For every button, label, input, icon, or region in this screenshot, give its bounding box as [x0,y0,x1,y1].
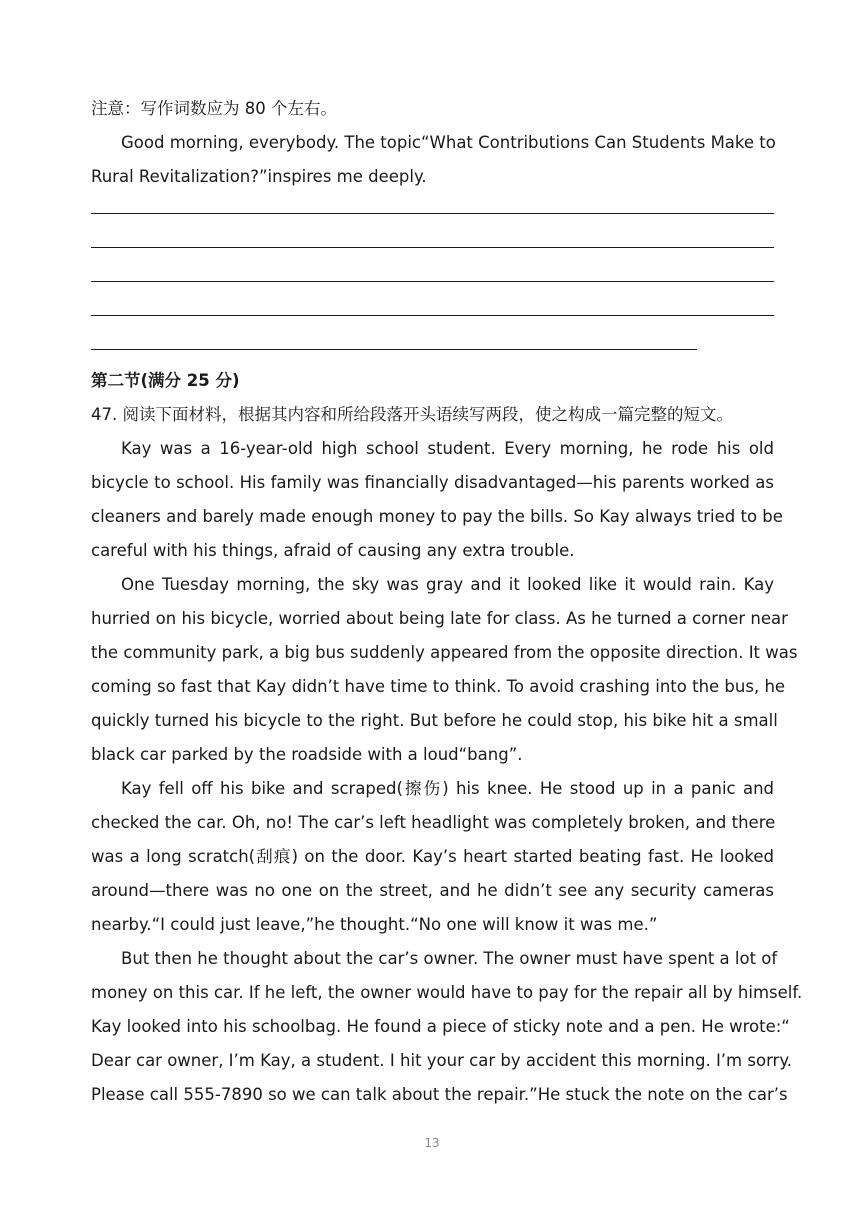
writing-line [91,228,774,262]
story-paragraph-3 [91,772,774,942]
question-47: 47. 阅读下面材料，根据其内容和所给段落开头语续写两段，使之构成一篇完整的短文。 [91,405,733,424]
intro-line-2: Rural Revitalization?”inspires me deeply. [91,167,427,186]
text-line: around—there was no one on the street, and he didn’t see any security cameras [91,881,774,900]
section-title: 第二节(满分 25 分) [91,371,240,390]
text-line: Kay looked into his schoolbag. He found a piece of sticky note and a pen. He wrote:“ [91,1017,790,1036]
text-line: was a long scratch(刮痕) on the door. Kay’s heart started beating fast. He looked [91,847,774,866]
text-line: Kay was a 16-year-old high school student. Every morning, he rode his old [121,439,774,458]
text-line: nearby.“I could just leave,”he thought.“No one will know it was me.” [91,915,658,934]
text-line: Please call 555-7890 so we can talk about the repair.”He stuck the note on the car’s [91,1085,788,1104]
page-content [91,92,803,1112]
text-line: money on this car. If he left, the owner would have to pay for the repair all by himself. [91,983,803,1002]
story-paragraph-1 [91,432,783,568]
writing-line [91,296,774,330]
text-line: But then he thought about the car’s owner. The owner must have spent a lot of [121,949,778,968]
writing-line [91,330,774,364]
text-line: black car parked by the roadside with a loud“bang”. [91,745,523,764]
story-paragraph-4 [91,942,803,1112]
writing-line [91,262,774,296]
word-count-note: 注意：写作词数应为 80 个左右。 [91,99,337,118]
text-line: One Tuesday morning, the sky was gray and it looked like it would rain. Kay [121,575,774,594]
page-number: 13 [424,1136,440,1150]
text-line: Kay fell off his bike and scraped(擦伤) his knee. He stood up in a panic and [121,779,774,798]
text-line: Dear car owner, I’m Kay, a student. I hit your car by accident this morning. I’m sorry. [91,1051,793,1070]
story-paragraph-2 [91,568,798,772]
intro-line-1: Good morning, everybody. The topic“What Contributions Can Students Make to [121,133,776,152]
text-line: bicycle to school. His family was financially disadvantaged—his parents worked as [91,473,774,492]
writing-line [91,194,774,228]
text-line: hurried on his bicycle, worried about being late for class. As he turned a corner near [91,609,788,628]
text-line: cleaners and barely made enough money to pay the bills. So Kay always tried to be [91,507,783,526]
text-line: the community park, a big bus suddenly appeared from the opposite direction. It was [91,643,798,662]
text-line: checked the car. Oh, no! The car’s left headlight was completely broken, and there [91,813,776,832]
text-line: coming so fast that Kay didn’t have time to think. To avoid crashing into the bus, he [91,677,786,696]
text-line: quickly turned his bicycle to the right. But before he could stop, his bike hit a small [91,711,778,730]
text-line: careful with his things, afraid of causing any extra trouble. [91,541,575,560]
